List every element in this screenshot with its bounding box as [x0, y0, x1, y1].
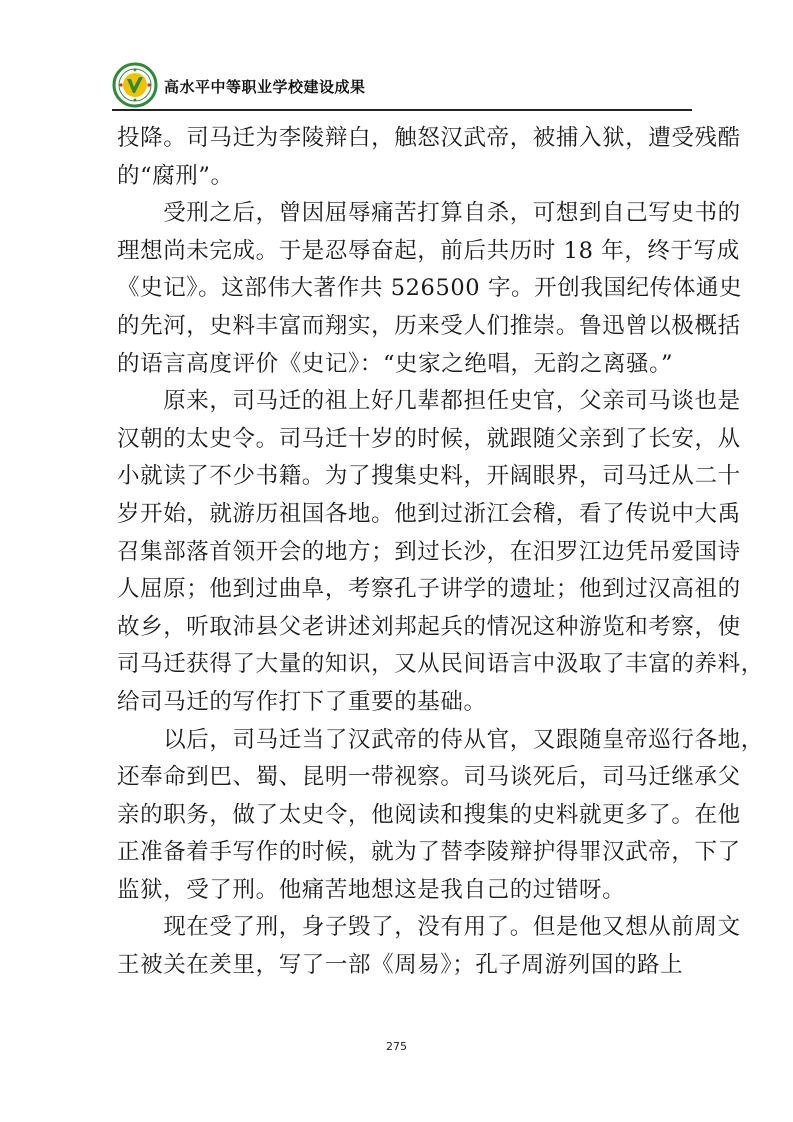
text-line: 小就读了不少书籍。为了搜集史料，开阔眼界，司马迁从二十 — [117, 463, 741, 490]
text-line: 的语言高度评价《史记》：“史家之绝唱，无韵之离骚。” — [117, 350, 674, 377]
text-line: 故乡，听取沛县父老讲述刘邦起兵的情况这种游览和考察，使 — [117, 613, 741, 640]
text-line: 的“腐刑”。 — [117, 162, 234, 189]
text-line: 投降。司马迁为李陵辩白，触怒汉武帝，被捕入狱，遭受残酷 — [117, 125, 741, 151]
body-text — [117, 120, 764, 985]
text-line: 汉朝的太史令。司马迁十岁的时候，就跟随父亲到了长安，从 — [117, 425, 741, 452]
text-line: 岁开始，就游历祖国各地。他到过浙江会稽，看了传说中大禹 — [117, 500, 741, 527]
page-header — [112, 62, 692, 110]
text-line: 《史记》。这部伟大著作共 526500 字。开创我国纪传体通史 — [117, 275, 743, 302]
text-line: 理想尚未完成。于是忍辱奋起，前后共历时 18 年，终于写成 — [117, 237, 740, 264]
text-line: 给司马迁的写作打下了重要的基础。 — [117, 688, 487, 715]
text-line: 人屈原；他到过曲阜，考察孔子讲学的遗址；他到过汉高祖的 — [117, 576, 741, 603]
text-line: 王被关在羑里，写了一部《周易》；孔子周游列国的路上 — [117, 952, 684, 979]
text-line: 监狱，受了刑。他痛苦地想这是我自己的过错呀。 — [117, 876, 626, 903]
text-line: 召集部落首领开会的地方；到过长沙，在汨罗江边凭吊爱国诗 — [117, 538, 741, 565]
header-divider — [112, 109, 692, 111]
text-line: 以后，司马迁当了汉武帝的侍从官，又跟随皇帝巡行各地， — [117, 726, 764, 753]
header-title: 高水平中等职业学校建设成果 — [164, 78, 366, 96]
text-line: 现在受了刑，身子毁了，没有用了。但是他又想从前周文 — [117, 914, 741, 941]
text-line: 正准备着手写作的时候，就为了替李陵辩护得罪汉武帝，下了 — [117, 839, 741, 866]
text-line: 受刑之后，曾因屈辱痛苦打算自杀，可想到自己写史书的 — [117, 200, 741, 227]
text-line: 的先河，史料丰富而翔实，历来受人们推崇。鲁迅曾以极概括 — [117, 312, 741, 339]
text-line: 原来，司马迁的祖上好几辈都担任史官，父亲司马谈也是 — [117, 388, 741, 415]
school-logo-icon — [112, 62, 158, 108]
text-line: 亲的职务，做了太史令，他阅读和搜集的史料就更多了。在他 — [117, 801, 741, 828]
page-number: 275 — [386, 1040, 407, 1053]
text-line: 还奉命到巴、蜀、昆明一带视察。司马谈死后，司马迁继承父 — [117, 764, 741, 791]
text-line: 司马迁获得了大量的知识，又从民间语言中汲取了丰富的养料， — [117, 651, 764, 678]
